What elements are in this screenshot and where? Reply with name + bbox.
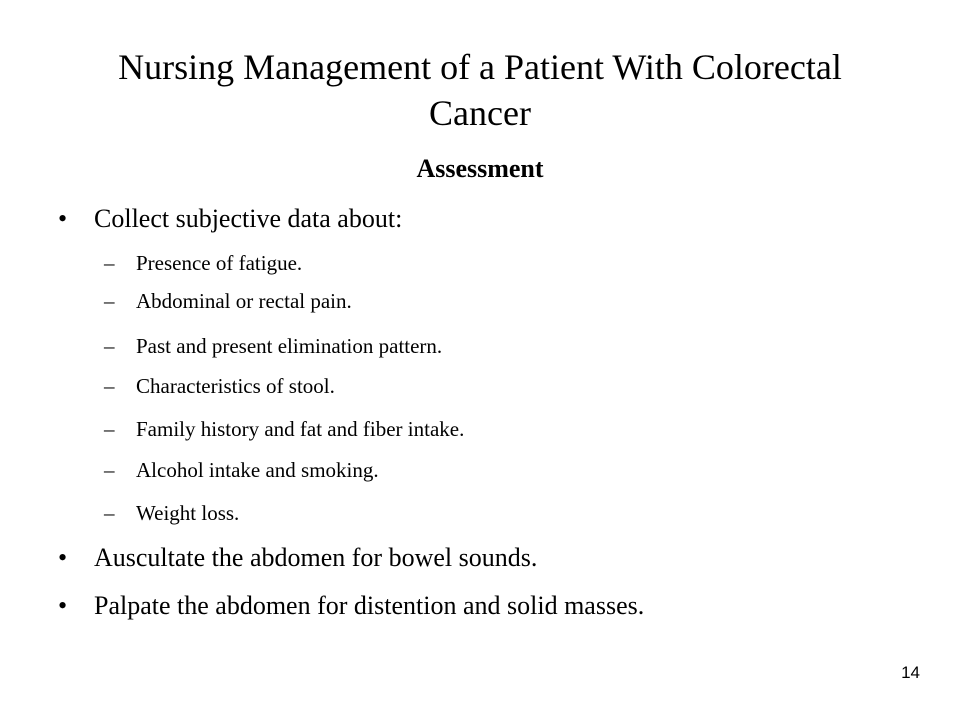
sub-bullet-text: Abdominal or rectal pain. bbox=[136, 289, 352, 313]
dash-marker: – bbox=[104, 374, 115, 398]
dash-marker: – bbox=[104, 417, 115, 441]
bullet-item bbox=[58, 589, 644, 623]
sub-bullet-item bbox=[104, 287, 352, 315]
sub-bullet-text: Characteristics of stool. bbox=[136, 374, 335, 398]
bullet-marker: • bbox=[58, 543, 68, 572]
dash-marker: – bbox=[104, 458, 115, 482]
dash-marker: – bbox=[104, 251, 115, 275]
slide-title-line-2: Cancer bbox=[429, 93, 531, 133]
slide-title-line-1: Nursing Management of a Patient With Colorectal bbox=[118, 47, 842, 87]
bullet-text: Collect subjective data about: bbox=[94, 204, 403, 233]
bullet-item bbox=[58, 202, 402, 236]
sub-bullet-item bbox=[104, 456, 379, 484]
dash-marker: – bbox=[104, 501, 115, 525]
sub-bullet-text: Alcohol intake and smoking. bbox=[136, 458, 379, 482]
sub-bullet-item bbox=[104, 415, 464, 443]
sub-bullet-item bbox=[104, 332, 442, 360]
bullet-text: Palpate the abdomen for distention and solid masses. bbox=[94, 591, 645, 620]
sub-bullet-item bbox=[104, 372, 335, 400]
bullet-item bbox=[58, 541, 537, 575]
dash-marker: – bbox=[104, 289, 115, 313]
bullet-marker: • bbox=[58, 591, 68, 620]
sub-bullet-item bbox=[104, 499, 239, 527]
page-number: 14 bbox=[901, 663, 920, 682]
sub-bullet-text: Family history and fat and fiber intake. bbox=[136, 417, 465, 441]
sub-bullet-text: Presence of fatigue. bbox=[136, 251, 303, 275]
sub-bullet-text: Weight loss. bbox=[136, 501, 240, 525]
dash-marker: – bbox=[104, 334, 115, 358]
section-heading: Assessment bbox=[416, 154, 544, 183]
bullet-marker: • bbox=[58, 204, 68, 233]
sub-bullet-item bbox=[104, 249, 302, 277]
bullet-text: Auscultate the abdomen for bowel sounds. bbox=[94, 543, 538, 572]
sub-bullet-text: Past and present elimination pattern. bbox=[136, 334, 443, 358]
slide-title bbox=[60, 44, 900, 136]
